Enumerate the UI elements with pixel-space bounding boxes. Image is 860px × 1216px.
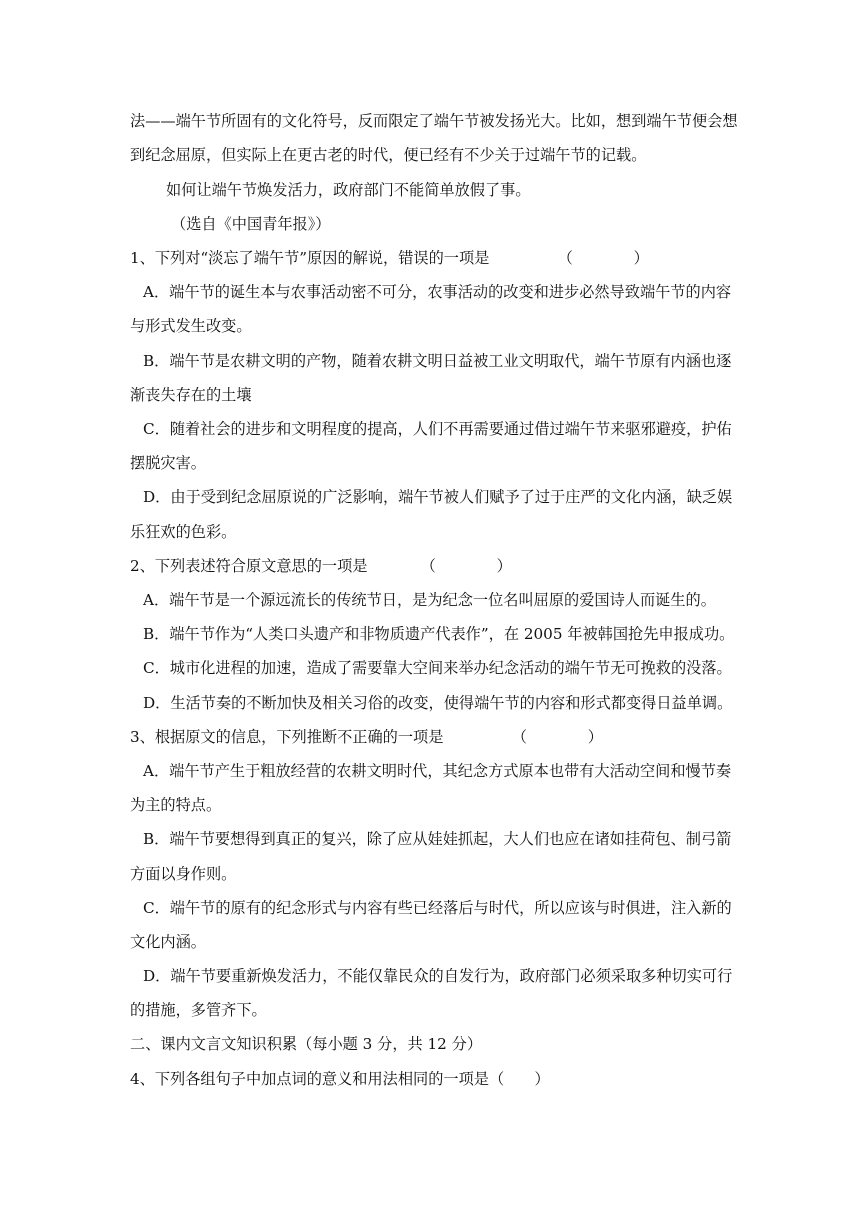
question-4-stem: 4、下列各组句子中加点词的意义和用法相同的一项是（ ） (130, 1070, 550, 1088)
question-1-option-a: A．端午节的诞生本与农事活动密不可分，农事活动的改变和进步必然导致端午节的内容 (143, 283, 732, 301)
question-2-option-c: C．城市化进程的加速，造成了需要靠大空间来举办纪念活动的端午节无可挽救的没落。 (143, 659, 732, 677)
passage-source: （选自《中国青年报》） (171, 215, 331, 233)
passage-line-1: 法——端午节所固有的文化符号，反而限定了端午节被发扬光大。比如，想到端午节便会想 (130, 112, 738, 130)
passage-line-3: 如何让端午节焕发活力，政府部门不能简单放假了事。 (166, 181, 531, 199)
question-3-option-b: B．端午节要想得到真正的复兴，除了应从娃娃抓起，大人们也应在诸如挂荷包、制弓箭 (143, 830, 732, 848)
question-2-stem: 2、下列表述符合原文意思的一项是 （ ） (130, 557, 512, 575)
question-3-stem: 3、根据原文的信息，下列推断不正确的一项是 （ ） (130, 728, 603, 746)
question-3-option-b-cont: 方面以身作则。 (130, 865, 237, 883)
question-1-option-d: D．由于受到纪念屈原说的广泛影响，端午节被人们赋予了过于庄严的文化内涵，缺乏娱 (143, 488, 733, 506)
question-3-option-d: D．端午节要重新焕发活力，不能仅靠民众的自发行为，政府部门必须采取多种切实可行 (143, 967, 733, 985)
question-1-option-d-cont: 乐狂欢的色彩。 (130, 523, 237, 541)
question-1-option-a-cont: 与形式发生改变。 (130, 317, 252, 335)
question-2-option-a: A．端午节是一个源远流长的传统节日，是为纪念一位名叫屈原的爱国诗人而诞生的。 (143, 591, 716, 609)
question-1-option-b-cont: 渐丧失存在的土壤 (130, 386, 252, 404)
question-3-option-c: C．端午节的原有的纪念形式与内容有些已经落后与时代，所以应该与时俱进，注入新的 (143, 899, 732, 917)
question-3-option-a-cont: 为主的特点。 (130, 796, 222, 814)
question-3-option-c-cont: 文化内涵。 (130, 933, 206, 951)
passage-line-2: 到纪念屈原，但实际上在更古老的时代，便已经有不少关于过端午节的记载。 (130, 146, 647, 164)
section-2-heading: 二、课内文言文知识积累（每小题 3 分，共 12 分） (130, 1035, 483, 1053)
question-2-option-b: B．端午节作为“人类口头遗产和非物质遗产代表作”，在 2005 年被韩国抢先申报成功。 (143, 625, 735, 643)
question-1-option-c: C．随着社会的进步和文明程度的提高，人们不再需要通过借过端午节来驱邪避疫，护佑 (143, 420, 732, 438)
question-1-option-b: B．端午节是农耕文明的产物，随着农耕文明日益被工业文明取代，端午节原有内涵也逐 (143, 352, 732, 370)
question-3-option-a: A．端午节产生于粗放经营的农耕文明时代，其纪念方式原本也带有大活动空间和慢节奏 (143, 762, 732, 780)
question-1-stem: 1、下列对“淡忘了端午节”原因的解说，错误的一项是 （ ） (130, 249, 649, 267)
question-3-option-d-cont: 的措施，多管齐下。 (130, 1001, 267, 1019)
question-2-option-d: D．生活节奏的不断加快及相关习俗的改变，使得端午节的内容和形式都变得日益单调。 (143, 694, 733, 712)
question-1-option-c-cont: 摆脱灾害。 (130, 454, 206, 472)
